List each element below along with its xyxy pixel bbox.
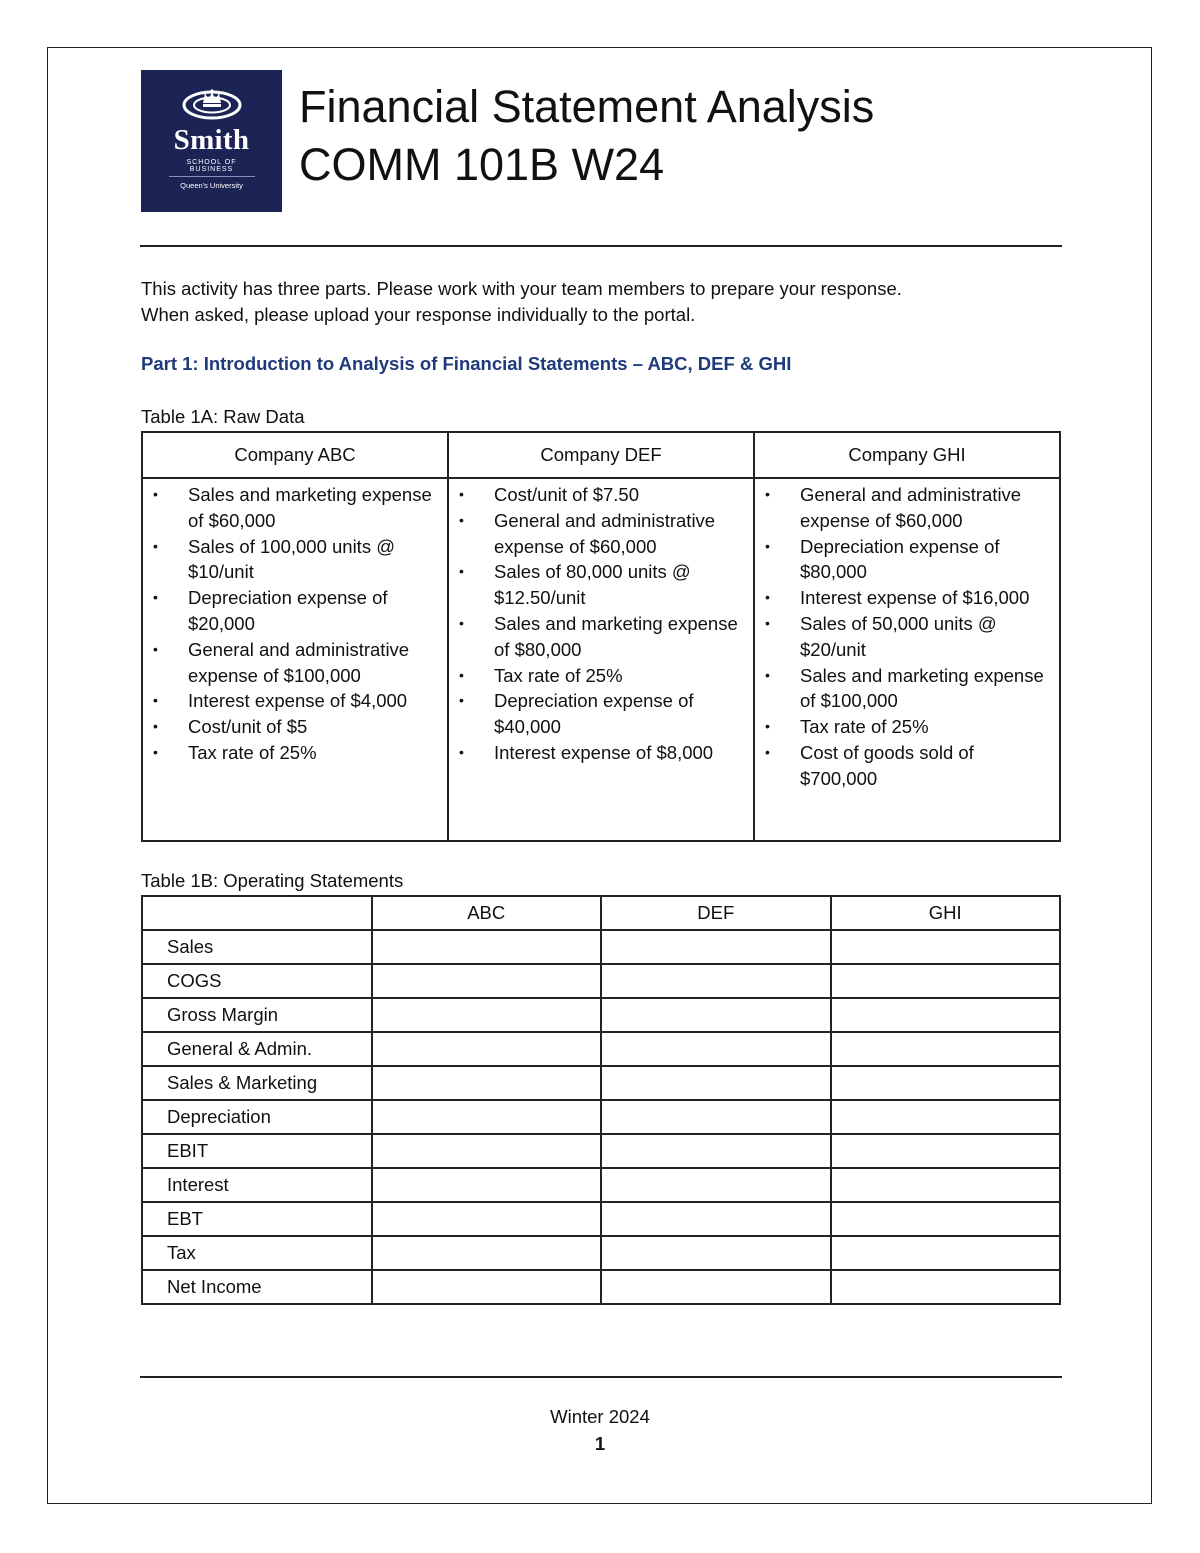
answer-cell[interactable] bbox=[601, 1168, 831, 1202]
answer-cell[interactable] bbox=[601, 1236, 831, 1270]
smith-logo bbox=[141, 70, 282, 212]
logo-school: SCHOOL OF BUSINESS bbox=[169, 159, 255, 177]
list-item: • General and administrative expense of $60,000 bbox=[763, 482, 1055, 534]
list-item: • Interest expense of $8,000 bbox=[457, 740, 749, 766]
answer-cell[interactable] bbox=[372, 930, 602, 964]
answer-cell[interactable] bbox=[831, 930, 1061, 964]
answer-cell[interactable] bbox=[601, 1202, 831, 1236]
column-header: Company GHI bbox=[754, 432, 1060, 478]
list-item: • Tax rate of 25% bbox=[457, 663, 749, 689]
list-item: • Sales of 50,000 units @ $20/unit bbox=[763, 611, 1055, 663]
bullet-list bbox=[763, 482, 1055, 792]
list-item: • General and administrative expense of $100,000 bbox=[151, 637, 443, 689]
footer-term: Winter 2024 bbox=[550, 1406, 650, 1427]
answer-cell[interactable] bbox=[372, 1236, 602, 1270]
answer-cell[interactable] bbox=[372, 1202, 602, 1236]
table1b-caption: Table 1B: Operating Statements bbox=[141, 870, 404, 891]
answer-cell[interactable] bbox=[372, 1066, 602, 1100]
answer-cell[interactable] bbox=[831, 1270, 1061, 1304]
company-ghi-cell bbox=[754, 478, 1060, 841]
table-row bbox=[142, 1236, 1060, 1270]
table-row bbox=[142, 1168, 1060, 1202]
list-item: • Sales of 100,000 units @ $10/unit bbox=[151, 534, 443, 586]
answer-cell[interactable] bbox=[831, 1134, 1061, 1168]
answer-cell[interactable] bbox=[831, 1100, 1061, 1134]
row-label: General & Admin. bbox=[142, 1032, 372, 1066]
intro-text bbox=[141, 276, 1071, 328]
answer-cell[interactable] bbox=[372, 1134, 602, 1168]
answer-cell[interactable] bbox=[601, 1066, 831, 1100]
row-label: EBT bbox=[142, 1202, 372, 1236]
table-row bbox=[142, 998, 1060, 1032]
row-label: Sales & Marketing bbox=[142, 1066, 372, 1100]
intro-line-1: This activity has three parts. Please work with your team members to prepare your response. bbox=[141, 278, 902, 299]
answer-cell[interactable] bbox=[601, 1270, 831, 1304]
company-abc-cell bbox=[142, 478, 448, 841]
answer-cell[interactable] bbox=[831, 1032, 1061, 1066]
bullet-list bbox=[151, 482, 443, 766]
table-row bbox=[142, 1134, 1060, 1168]
answer-cell[interactable] bbox=[601, 964, 831, 998]
answer-cell[interactable] bbox=[831, 998, 1061, 1032]
table-header-row bbox=[142, 896, 1060, 930]
table-row bbox=[142, 1202, 1060, 1236]
list-item: • Sales and marketing expense of $80,000 bbox=[457, 611, 749, 663]
column-header: DEF bbox=[601, 896, 831, 930]
list-item: • Sales and marketing expense of $100,000 bbox=[763, 663, 1055, 715]
list-item: • Depreciation expense of $40,000 bbox=[457, 688, 749, 740]
row-label: Sales bbox=[142, 930, 372, 964]
title-line-2: COMM 101B W24 bbox=[299, 139, 665, 190]
list-item: • Tax rate of 25% bbox=[763, 714, 1055, 740]
row-label: COGS bbox=[142, 964, 372, 998]
table-row bbox=[142, 1032, 1060, 1066]
footer-divider bbox=[140, 1376, 1062, 1378]
row-label: EBIT bbox=[142, 1134, 372, 1168]
answer-cell[interactable] bbox=[372, 1032, 602, 1066]
crown-icon bbox=[181, 88, 243, 122]
answer-cell[interactable] bbox=[831, 1168, 1061, 1202]
answer-cell[interactable] bbox=[831, 964, 1061, 998]
list-item: • General and administrative expense of $60,000 bbox=[457, 508, 749, 560]
column-header: GHI bbox=[831, 896, 1061, 930]
table1a-caption: Table 1A: Raw Data bbox=[141, 406, 305, 427]
logo-name: Smith bbox=[173, 124, 250, 156]
table-row bbox=[142, 964, 1060, 998]
page-title bbox=[299, 78, 874, 194]
column-header bbox=[142, 896, 372, 930]
row-label: Interest bbox=[142, 1168, 372, 1202]
raw-data-table bbox=[141, 431, 1061, 842]
answer-cell[interactable] bbox=[372, 1270, 602, 1304]
company-def-cell bbox=[448, 478, 754, 841]
row-label: Depreciation bbox=[142, 1100, 372, 1134]
table-row bbox=[142, 1270, 1060, 1304]
part1-heading: Part 1: Introduction to Analysis of Financial Statements – ABC, DEF & GHI bbox=[141, 353, 792, 374]
list-item: • Cost/unit of $5 bbox=[151, 714, 443, 740]
column-header: Company ABC bbox=[142, 432, 448, 478]
answer-cell[interactable] bbox=[601, 1100, 831, 1134]
table-row bbox=[142, 930, 1060, 964]
answer-cell[interactable] bbox=[831, 1236, 1061, 1270]
list-item: • Cost of goods sold of $700,000 bbox=[763, 740, 1055, 792]
row-label: Tax bbox=[142, 1236, 372, 1270]
row-label: Gross Margin bbox=[142, 998, 372, 1032]
table-row bbox=[142, 1100, 1060, 1134]
list-item: • Depreciation expense of $20,000 bbox=[151, 585, 443, 637]
answer-cell[interactable] bbox=[831, 1202, 1061, 1236]
list-item: • Interest expense of $16,000 bbox=[763, 585, 1055, 611]
column-header: ABC bbox=[372, 896, 602, 930]
answer-cell[interactable] bbox=[601, 998, 831, 1032]
title-line-1: Financial Statement Analysis bbox=[299, 81, 875, 132]
table-header-row bbox=[142, 432, 1060, 478]
answer-cell[interactable] bbox=[831, 1066, 1061, 1100]
table-row bbox=[142, 478, 1060, 841]
row-label: Net Income bbox=[142, 1270, 372, 1304]
answer-cell[interactable] bbox=[601, 1032, 831, 1066]
list-item: • Interest expense of $4,000 bbox=[151, 688, 443, 714]
operating-statements-table bbox=[141, 895, 1061, 1305]
header-divider bbox=[140, 245, 1062, 247]
table-row bbox=[142, 1066, 1060, 1100]
answer-cell[interactable] bbox=[601, 930, 831, 964]
list-item: • Tax rate of 25% bbox=[151, 740, 443, 766]
column-header: Company DEF bbox=[448, 432, 754, 478]
bullet-list bbox=[457, 482, 749, 766]
answer-cell[interactable] bbox=[372, 998, 602, 1032]
intro-line-2: When asked, please upload your response individually to the portal. bbox=[141, 304, 696, 325]
list-item: • Sales of 80,000 units @ $12.50/unit bbox=[457, 559, 749, 611]
answer-cell[interactable] bbox=[372, 1100, 602, 1134]
page-number: 1 bbox=[594, 1433, 606, 1454]
list-item: • Cost/unit of $7.50 bbox=[457, 482, 749, 508]
answer-cell[interactable] bbox=[372, 964, 602, 998]
list-item: • Sales and marketing expense of $60,000 bbox=[151, 482, 443, 534]
answer-cell[interactable] bbox=[601, 1134, 831, 1168]
logo-university: Queen's University bbox=[180, 181, 243, 190]
list-item: • Depreciation expense of $80,000 bbox=[763, 534, 1055, 586]
operating-statements-body bbox=[142, 930, 1060, 1304]
answer-cell[interactable] bbox=[372, 1168, 602, 1202]
